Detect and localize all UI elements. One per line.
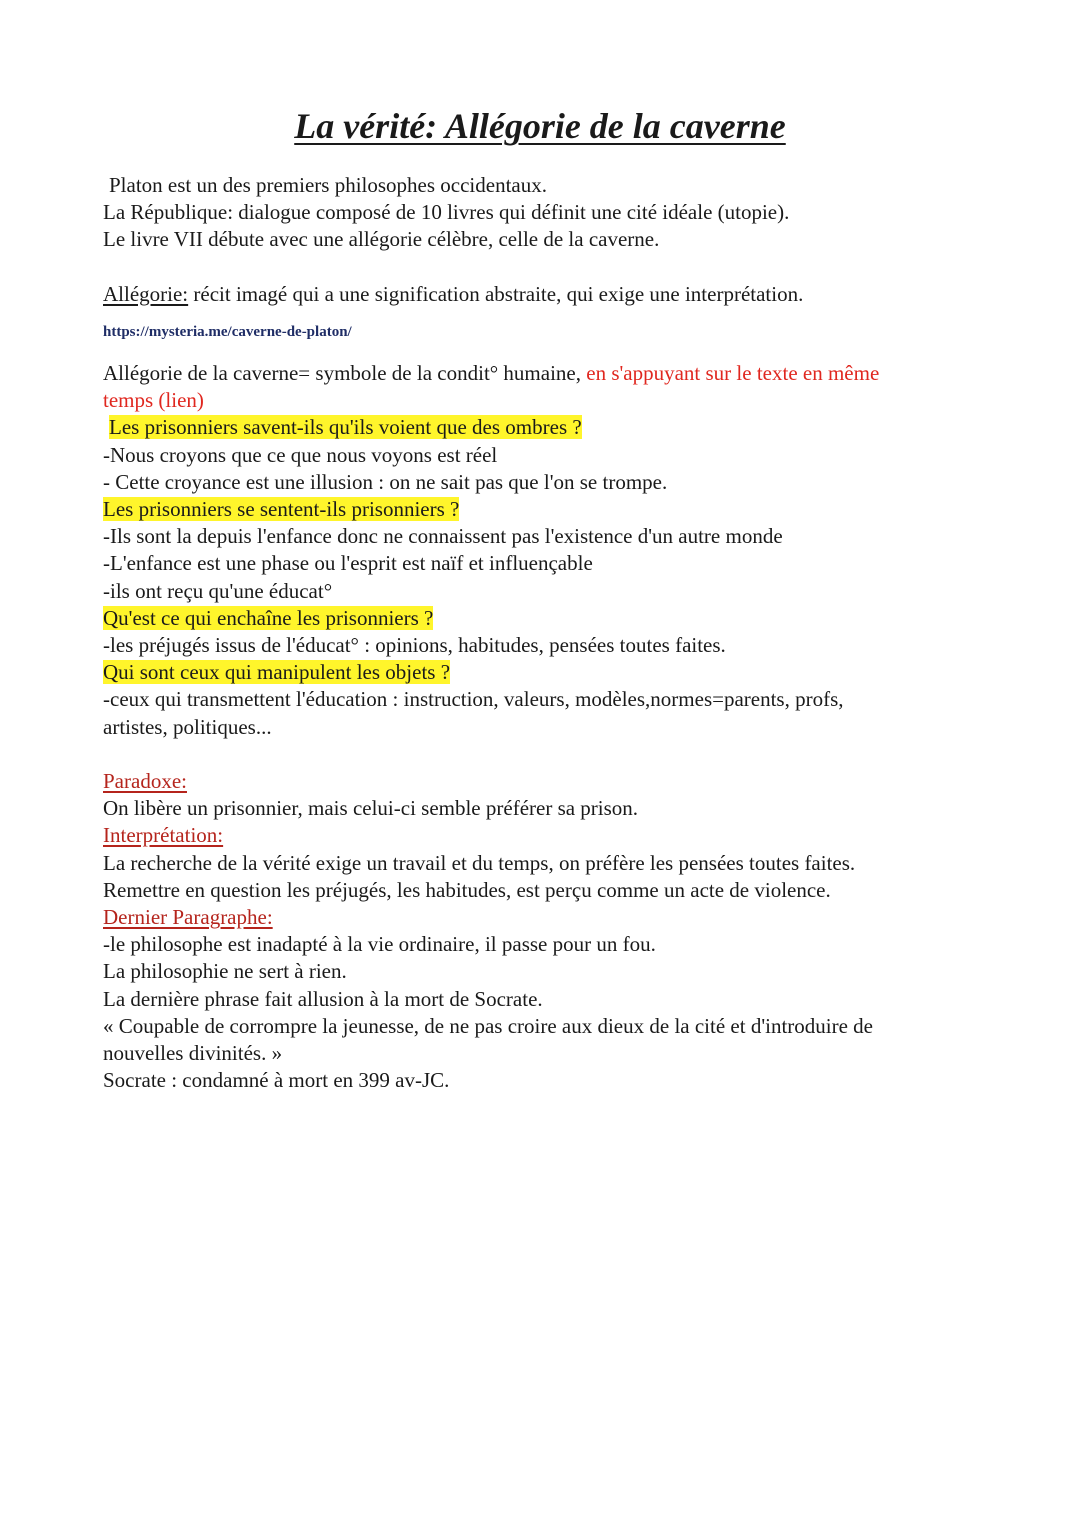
question-highlight: Qui sont ceux qui manipulent les objets ? <box>103 660 451 685</box>
answer-line: - Cette croyance est une illusion : on ne sait pas que l'on se trompe. <box>103 469 668 494</box>
question-highlight: Qu'est ce qui enchaîne les prisonniers ? <box>103 605 434 630</box>
dernier-line: nouvelles divinités. » <box>103 1041 283 1066</box>
answer-line: -Nous croyons que ce que nous voyons est réel <box>103 442 498 467</box>
definition-line <box>103 281 1003 308</box>
answer-line: -L'enfance est une phase ou l'esprit est naïf et influençable <box>103 551 593 576</box>
symbol-red-text: en s'appuyant sur le texte en même <box>586 361 880 385</box>
answer-line: artistes, politiques... <box>103 714 272 739</box>
intro-line: Platon est un des premiers philosophes occidentaux. <box>109 173 547 197</box>
answer-line: -Ils sont la depuis l'enfance donc ne connaissent pas l'existence d'un autre monde <box>103 524 783 549</box>
dernier-heading: Dernier Paragraphe: <box>103 905 273 930</box>
document-body <box>103 172 1003 1094</box>
question-highlight: Les prisonniers se sentent-ils prisonniers ? <box>103 497 460 522</box>
answer-line: -les préjugés issus de l'éducat° : opinions, habitudes, pensées toutes faites. <box>103 633 726 658</box>
symbol-red-text-2: temps (lien) <box>103 388 204 413</box>
question-highlight: Les prisonniers savent-ils qu'ils voient que des ombres ? <box>109 415 582 440</box>
symbol-line <box>103 360 1003 387</box>
dernier-line: « Coupable de corrompre la jeunesse, de ne pas croire aux dieux de la cité et d'introduire de <box>103 1013 873 1038</box>
interpretation-line: Remettre en question les préjugés, les habitudes, est perçu comme un acte de violence. <box>103 877 831 902</box>
intro-line: La République: dialogue composé de 10 livres qui définit une cité idéale (utopie). <box>103 200 790 225</box>
paradoxe-heading: Paradoxe: <box>103 769 187 794</box>
symbol-text: Allégorie de la caverne= symbole de la condit° humaine, <box>103 361 587 385</box>
dernier-line: La dernière phrase fait allusion à la mort de Socrate. <box>103 986 543 1011</box>
paradoxe-line: On libère un prisonnier, mais celui-ci semble préférer sa prison. <box>103 796 639 821</box>
definition-text: récit imagé qui a une signification abstraite, qui exige une interprétation. <box>188 281 804 306</box>
page-title: La vérité: Allégorie de la caverne <box>294 106 786 146</box>
answer-line: -ceux qui transmettent l'éducation : instruction, valeurs, modèles,normes=parents, profs, <box>103 687 844 712</box>
dernier-line: La philosophie ne sert à rien. <box>103 959 347 984</box>
dernier-line: Socrate : condamné à mort en 399 av-JC. <box>103 1068 450 1093</box>
interpretation-line: La recherche de la vérité exige un travail et du temps, on préfère les pensées toutes faites. <box>103 850 856 875</box>
intro-line: Le livre VII débute avec une allégorie célèbre, celle de la caverne. <box>103 227 660 252</box>
answer-line: -ils ont reçu qu'une éducat° <box>103 578 333 603</box>
interpretation-heading: Interprétation: <box>103 823 224 848</box>
reference-link[interactable]: https://mysteria.me/caverne-de-platon/ <box>103 324 352 340</box>
definition-term: Allégorie: <box>103 281 189 306</box>
dernier-line: -le philosophe est inadapté à la vie ordinaire, il passe pour un fou. <box>103 932 656 957</box>
